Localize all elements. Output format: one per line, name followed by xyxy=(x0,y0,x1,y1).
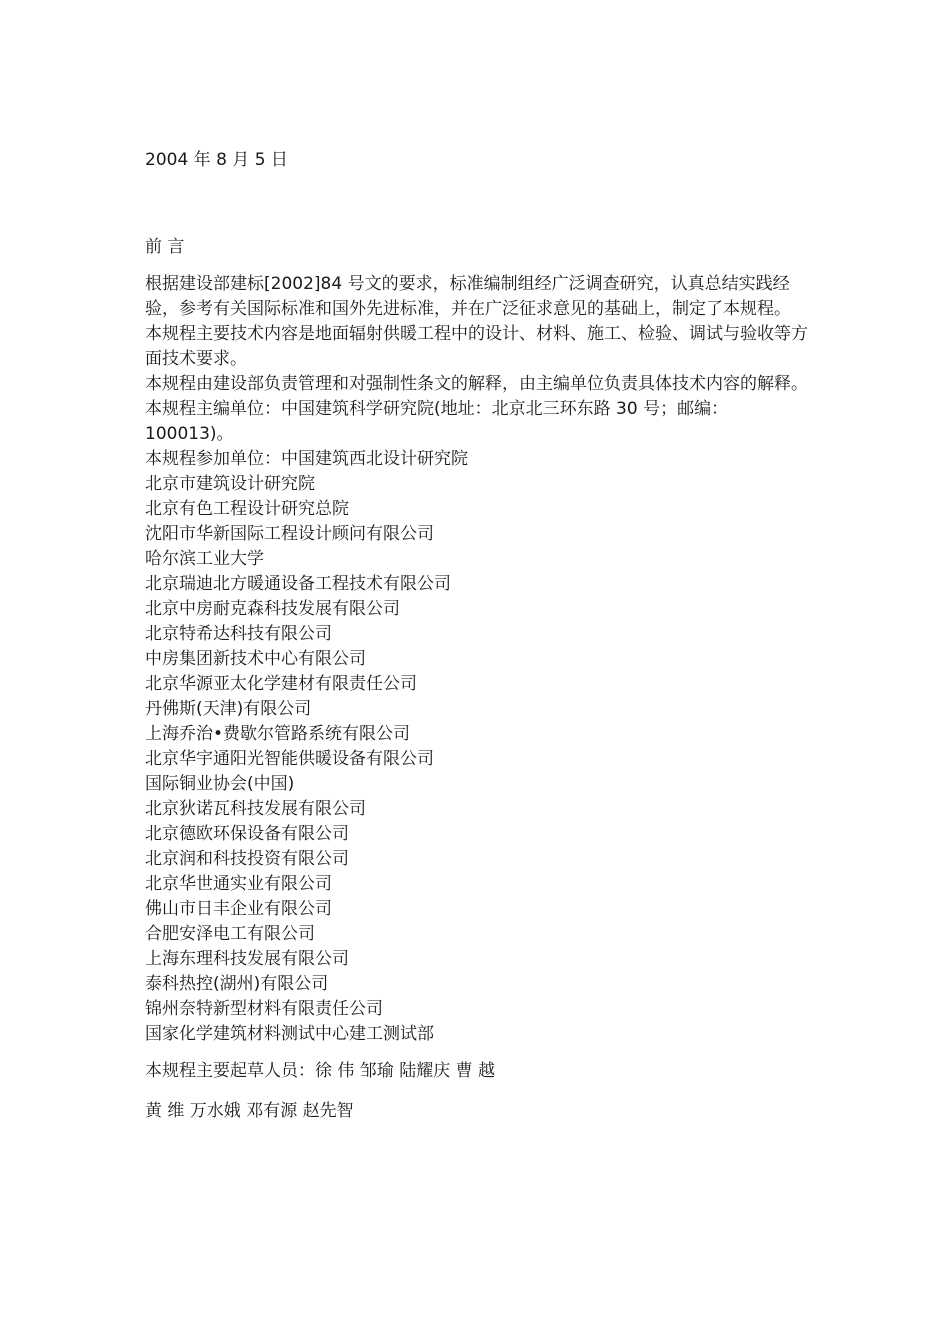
list-item: 北京华宇通阳光智能供暖设备有限公司 xyxy=(145,749,434,769)
list-item: 北京瑞迪北方暖通设备工程技术有限公司 xyxy=(145,574,451,594)
list-item: 中房集团新技术中心有限公司 xyxy=(145,649,366,669)
paragraph-management: 本规程由建设部负责管理和对强制性条文的解释，由主编单位负责具体技术内容的解释。 xyxy=(145,374,808,394)
list-item: 北京德欧环保设备有限公司 xyxy=(145,824,349,844)
list-item: 上海乔治•费歇尔管路系统有限公司 xyxy=(145,724,411,744)
paragraph-content: 本规程主要技术内容是地面辐射供暖工程中的设计、材料、施工、检验、调试与验收等方面技术要求。 xyxy=(145,324,808,369)
list-item: 本规程参加单位：中国建筑西北设计研究院 xyxy=(145,449,468,469)
list-item: 国际铜业协会(中国) xyxy=(145,774,295,794)
list-item: 沈阳市华新国际工程设计顾问有限公司 xyxy=(145,524,434,544)
document-page xyxy=(145,148,815,1124)
list-item: 北京华源亚太化学建材有限责任公司 xyxy=(145,674,417,694)
document-date: 2004 年 8 月 5 日 xyxy=(145,150,288,170)
section-heading: 前 言 xyxy=(145,237,185,257)
list-item: 北京润和科技投资有限公司 xyxy=(145,849,349,869)
paragraph-chief-editor: 本规程主编单位：中国建筑科学研究院(地址：北京北三环东路 30 号；邮编：100013)。 xyxy=(145,399,729,444)
list-item: 哈尔滨工业大学 xyxy=(145,549,264,569)
list-item: 锦州奈特新型材料有限责任公司 xyxy=(145,999,383,1019)
list-item: 泰科热控(湖州)有限公司 xyxy=(145,974,329,994)
list-item: 丹佛斯(天津)有限公司 xyxy=(145,699,312,719)
list-item: 合肥安泽电工有限公司 xyxy=(145,924,315,944)
list-item: 北京狄诺瓦科技发展有限公司 xyxy=(145,799,366,819)
list-item: 北京市建筑设计研究院 xyxy=(145,474,315,494)
list-item: 北京有色工程设计研究总院 xyxy=(145,499,349,519)
list-item: 佛山市日丰企业有限公司 xyxy=(145,899,332,919)
participating-units-list xyxy=(145,447,815,1047)
list-item: 北京特希达科技有限公司 xyxy=(145,624,332,644)
list-item: 上海东理科技发展有限公司 xyxy=(145,949,349,969)
list-item: 北京中房耐克森科技发展有限公司 xyxy=(145,599,400,619)
list-item: 北京华世通实业有限公司 xyxy=(145,874,332,894)
paragraph-basis: 根据建设部建标[2002]84 号文的要求，标准编制组经广泛调查研究，认真总结实践经验，参考有关国际标准和国外先进标准，并在广泛征求意见的基础上，制定了本规程。 xyxy=(145,274,791,319)
drafters-line-2: 黄 维 万水娥 邓有源 赵先智 xyxy=(145,1101,354,1121)
drafters-line-1: 本规程主要起草人员：徐 伟 邹瑜 陆耀庆 曹 越 xyxy=(145,1061,496,1081)
list-item: 国家化学建筑材料测试中心建工测试部 xyxy=(145,1024,434,1044)
